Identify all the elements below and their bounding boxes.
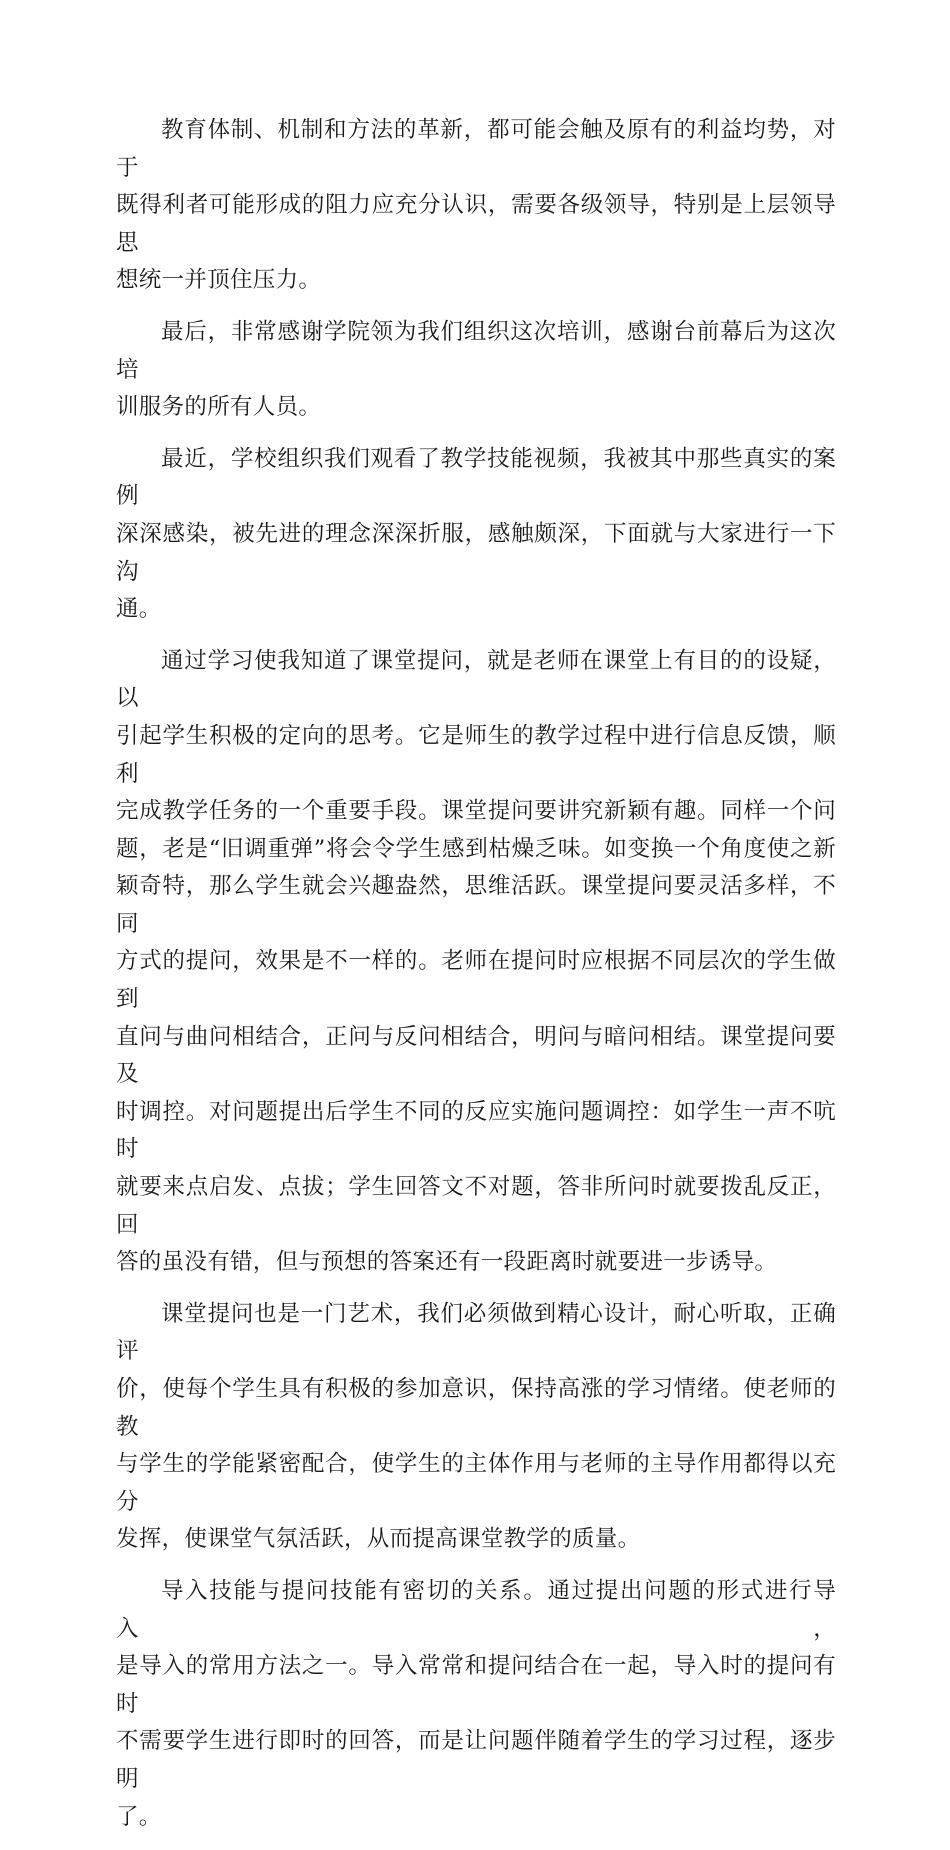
- paragraph-line: 了。: [116, 1803, 162, 1830]
- paragraph-line: 最后，非常感谢学院领为我们组织这次培训，感谢台前幕后为这次培: [116, 318, 836, 383]
- paragraph-art: [116, 1296, 836, 1559]
- paragraph-line: 方式的提问，效果是不一样的。老师在提问时应根据不同层次的学生做到: [116, 948, 836, 1013]
- paragraph-line: 最近，学校组织我们观看了教学技能视频，我被其中那些真实的案例: [116, 445, 836, 510]
- paragraph-video: [116, 441, 836, 629]
- paragraph-line: 不需要学生进行即时的回答，而是让问题伴随着学生的学习过程，逐步明: [116, 1728, 836, 1792]
- paragraph-line: 深深感染，被先进的理念深深折服，感触颇深，下面就与大家进行一下沟: [116, 520, 836, 585]
- paragraph-line: 既得利者可能形成的阻力应充分认识，需要各级领导，特别是上层领导思: [116, 192, 836, 256]
- paragraph-line: 直问与曲问相结合，正问与反问相结合，明问与暗问相结。课堂提问要及: [116, 1023, 836, 1088]
- paragraph-line: 就要来点启发、点拔；学生回答文不对题，答非所问时就要拨乱反正，回: [116, 1174, 836, 1238]
- paragraph-line: 引起学生积极的定向的思考。它是师生的教学过程中进行信息反馈，顺利: [116, 722, 836, 787]
- paragraph-line: 通过学习使我知道了课堂提问，就是老师在课堂上有目的的设疑，以: [116, 647, 836, 712]
- paragraph-questioning: [116, 643, 836, 1282]
- paragraph-line: 教育体制、机制和方法的革新，都可能会触及原有的利益均势，对于: [116, 117, 836, 181]
- paragraph-line: 时调控。对问题提出后学生不同的反应实施问题调控：如学生一声不吭时: [116, 1098, 836, 1163]
- paragraph-reform: [116, 112, 836, 300]
- paragraph-line: 颖奇特，那么学生就会兴趣盎然，思维活跃。课堂提问要灵活多样，不同: [116, 873, 836, 937]
- paragraph-line: 发挥，使课堂气氛活跃，从而提高课堂教学的质量。: [116, 1526, 641, 1553]
- paragraph-line: 通。: [116, 596, 162, 623]
- paragraph-line: 答的虽没有错，但与预想的答案还有一段距离时就要进一步诱导。: [116, 1249, 778, 1276]
- paragraph-thanks: [116, 314, 836, 427]
- paragraph-line: 题，老是“旧调重弹”将会令学生感到枯燥乏味。如变换一个角度使之新: [116, 835, 836, 862]
- paragraph-line: 是导入的常用方法之一。导入常常和提问结合在一起，导入时的提问有时: [116, 1653, 836, 1717]
- document-body: [116, 112, 836, 1850]
- paragraph-line: 完成教学任务的一个重要手段。课堂提问要讲究新颖有趣。同样一个问: [116, 798, 836, 825]
- paragraph-line: 价，使每个学生具有积极的参加意识，保持高涨的学习情绪。使老师的教: [116, 1376, 836, 1440]
- paragraph-line: 想统一并顶住压力。: [116, 267, 322, 294]
- paragraph-introduction: [116, 1573, 836, 1836]
- paragraph-line: 与学生的学能紧密配合，使学生的主体作用与老师的主导作用都得以充分: [116, 1451, 836, 1515]
- paragraph-line: 导入技能与提问技能有密切的关系。通过提出问题的形式进行导入，: [116, 1577, 836, 1642]
- paragraph-line: 课堂提问也是一门艺术，我们必须做到精心设计，耐心听取，正确评: [116, 1300, 836, 1365]
- paragraph-line: 训服务的所有人员。: [116, 394, 322, 421]
